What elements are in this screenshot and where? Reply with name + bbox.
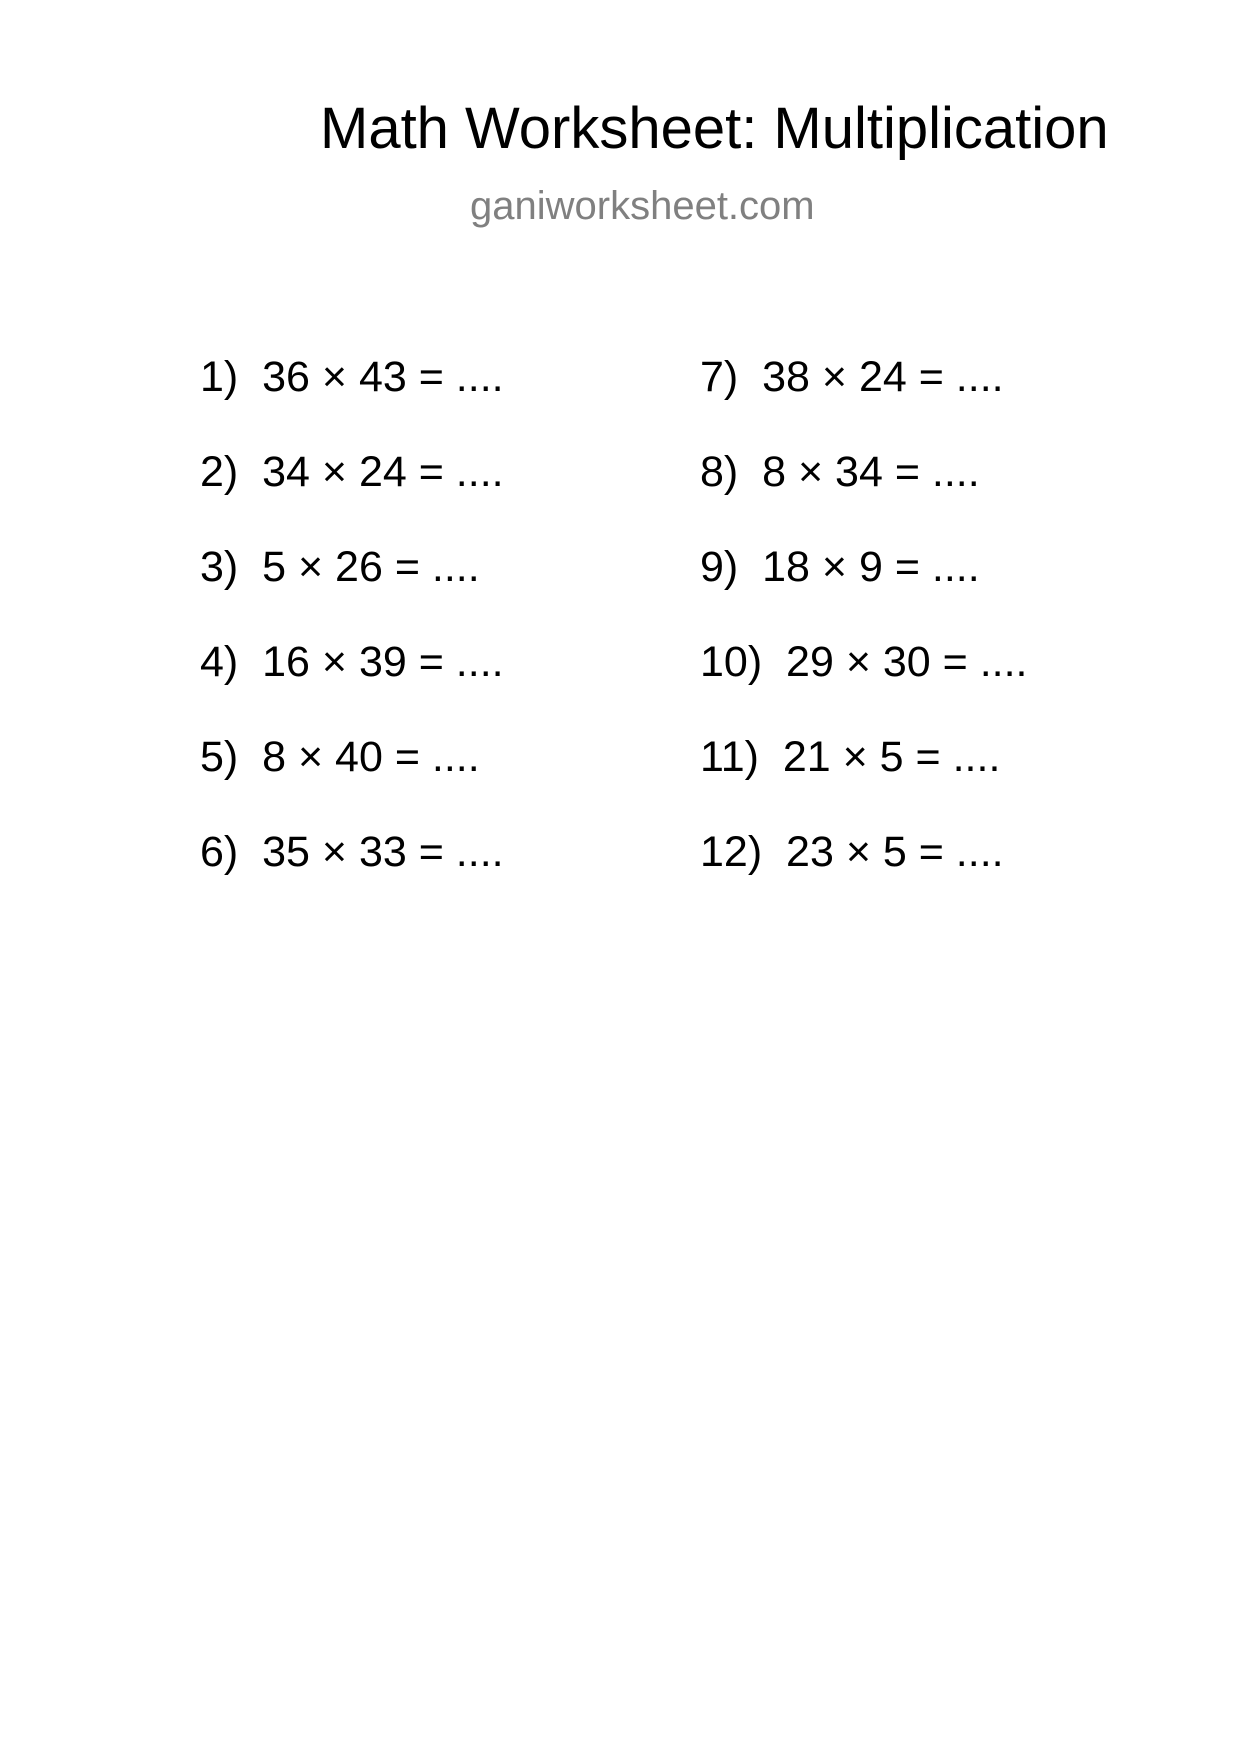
- problem-item: 11) 21 × 5 = ....: [700, 733, 1001, 781]
- problem-item: 10) 29 × 30 = ....: [700, 638, 1028, 686]
- problem-item: 5) 8 × 40 = ....: [200, 733, 480, 781]
- problem-item: 12) 23 × 5 = ....: [700, 828, 1004, 876]
- problem-item: 8) 8 × 34 = ....: [700, 448, 980, 496]
- problem-item: 9) 18 × 9 = ....: [700, 543, 980, 591]
- problem-item: 6) 35 × 33 = ....: [200, 828, 504, 876]
- page-title: Math Worksheet: Multiplication: [320, 96, 1109, 161]
- problem-item: 4) 16 × 39 = ....: [200, 638, 504, 686]
- problem-item: 7) 38 × 24 = ....: [700, 353, 1004, 401]
- problem-item: 1) 36 × 43 = ....: [200, 353, 504, 401]
- problem-item: 3) 5 × 26 = ....: [200, 543, 480, 591]
- problem-item: 2) 34 × 24 = ....: [200, 448, 504, 496]
- page-subtitle: ganiworksheet.com: [470, 184, 815, 228]
